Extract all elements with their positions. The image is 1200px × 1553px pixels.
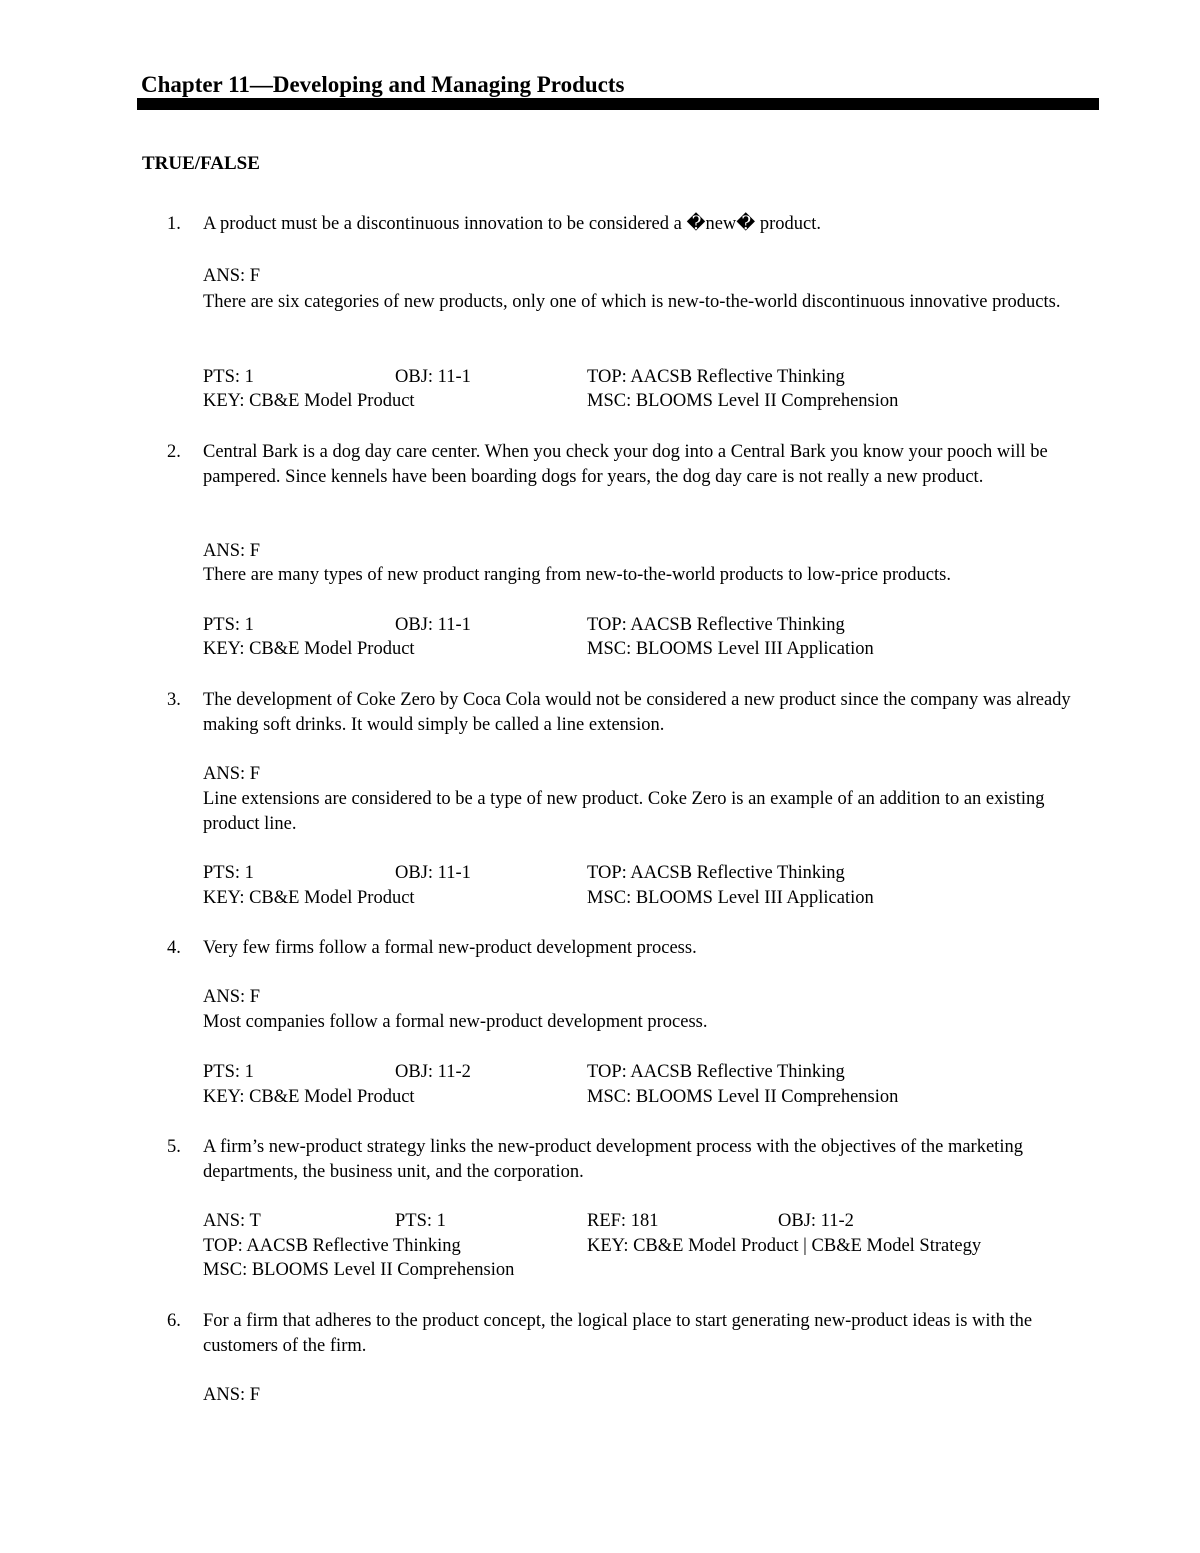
question-number: 1. xyxy=(167,214,181,234)
question-number: 3. xyxy=(167,690,181,710)
title-rule xyxy=(137,98,1099,110)
meta-key: KEY: CB&E Model Product xyxy=(203,391,415,411)
meta-obj: OBJ: 11-1 xyxy=(395,863,471,883)
question-number: 4. xyxy=(167,938,181,958)
question-text: Central Bark is a dog day care center. When you check your dog into a Central Bark you know your pooch will be pampered. Since kennels have been boarding dogs for years, the dog day care is not really a new product. xyxy=(203,442,1048,487)
meta-top: TOP: AACSB Reflective Thinking xyxy=(587,367,845,387)
meta-obj: OBJ: 11-1 xyxy=(395,367,471,387)
meta-pts: PTS: 1 xyxy=(203,863,254,883)
meta-obj: OBJ: 11-2 xyxy=(395,1062,471,1082)
meta-msc: MSC: BLOOMS Level II Comprehension xyxy=(587,1087,899,1107)
question-text: The development of Coke Zero by Coca Cola would not be considered a new product since the company was already making soft drinks. It would simply be called a line extension. xyxy=(203,690,1071,735)
meta-msc: MSC: BLOOMS Level III Application xyxy=(587,639,874,659)
chapter-title: Chapter 11—Developing and Managing Products xyxy=(141,72,625,97)
meta-top: TOP: AACSB Reflective Thinking xyxy=(587,615,845,635)
answer: ANS: F xyxy=(203,541,261,561)
meta-pts: PTS: 1 xyxy=(203,615,254,635)
meta-key: KEY: CB&E Model Product xyxy=(203,888,415,908)
meta-top: TOP: AACSB Reflective Thinking xyxy=(587,863,845,883)
meta-msc: MSC: BLOOMS Level III Application xyxy=(587,888,874,908)
meta-obj: OBJ: 11-1 xyxy=(395,615,471,635)
meta-ans: ANS: T xyxy=(203,1211,261,1231)
meta-key: KEY: CB&E Model Product xyxy=(203,639,415,659)
explanation: Line extensions are considered to be a type of new product. Coke Zero is an example of an addition to an existing product line. xyxy=(203,789,1045,834)
question-number: 2. xyxy=(167,442,181,462)
meta-pts: PTS: 1 xyxy=(395,1211,446,1231)
explanation: There are many types of new product ranging from new-to-the-world products to low-price products. xyxy=(203,565,951,585)
meta-obj: OBJ: 11-2 xyxy=(778,1211,854,1231)
meta-pts: PTS: 1 xyxy=(203,367,254,387)
answer: ANS: F xyxy=(203,764,261,784)
question-text: A product must be a discontinuous innovation to be considered a �new� product. xyxy=(203,214,822,234)
question-number: 6. xyxy=(167,1311,181,1331)
meta-key: KEY: CB&E Model Product xyxy=(203,1087,415,1107)
meta-key: KEY: CB&E Model Product | CB&E Model Strategy xyxy=(587,1236,982,1256)
meta-ref: REF: 181 xyxy=(587,1211,659,1231)
answer: ANS: F xyxy=(203,266,261,286)
question-text: Very few firms follow a formal new-product development process. xyxy=(203,938,697,958)
meta-top: TOP: AACSB Reflective Thinking xyxy=(203,1236,461,1256)
explanation: Most companies follow a formal new-product development process. xyxy=(203,1012,708,1032)
meta-pts: PTS: 1 xyxy=(203,1062,254,1082)
question-text: For a firm that adheres to the product concept, the logical place to start generating new-product ideas is with the customers of the firm. xyxy=(203,1311,1033,1356)
answer: ANS: F xyxy=(203,1385,261,1405)
question-text: A firm’s new-product strategy links the new-product development process with the objectives of the marketing departments, the business unit, and the corporation. xyxy=(203,1137,1023,1182)
meta-top: TOP: AACSB Reflective Thinking xyxy=(587,1062,845,1082)
explanation: There are six categories of new products, only one of which is new-to-the-world discontinuous innovative products. xyxy=(203,292,1061,312)
question-number: 5. xyxy=(167,1137,181,1157)
meta-msc: MSC: BLOOMS Level II Comprehension xyxy=(203,1260,515,1280)
meta-msc: MSC: BLOOMS Level II Comprehension xyxy=(587,391,899,411)
answer: ANS: F xyxy=(203,987,261,1007)
section-heading: TRUE/FALSE xyxy=(142,153,260,174)
